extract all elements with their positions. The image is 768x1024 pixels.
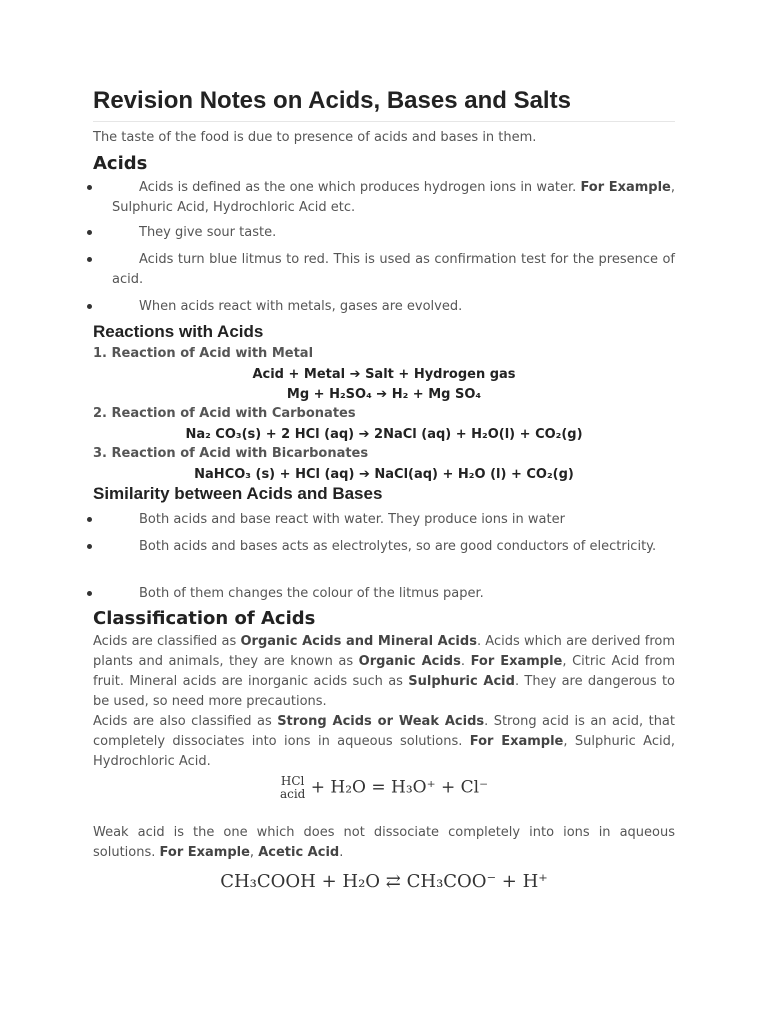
weak-acid-paragraph: [93, 823, 675, 863]
classification-heading: Classification of Acids: [93, 608, 316, 629]
list-item: [87, 510, 675, 530]
bold-text: For Example: [580, 180, 671, 195]
reaction-1-example: Mg + H₂SO₄ ➔ H₂ + Mg SO₄: [286, 387, 482, 402]
list-item-text: They give sour taste.: [139, 225, 277, 240]
bullet-icon: [87, 230, 92, 235]
list-item-text: Acids is defined as the one which produces hydrogen ions in water.: [139, 180, 581, 195]
reactions-heading: Reactions with Acids: [93, 322, 264, 341]
list-item: [87, 250, 675, 290]
bullet-icon: [87, 257, 92, 262]
bold-text: Organic Acids and Mineral Acids: [240, 634, 477, 649]
bold-text: For Example: [469, 734, 564, 749]
page-title: Revision Notes on Acids, Bases and Salts: [93, 87, 571, 114]
paragraph-text: , Sulphuric Acid, Hydrochloric Acid.: [93, 734, 675, 769]
paragraph-text: . Acids which are derived from plants and animals, they are known as: [93, 634, 675, 669]
bold-text: Organic Acids: [358, 654, 461, 669]
paragraph-text: .: [460, 654, 471, 669]
bullet-icon: [87, 185, 92, 190]
classification-paragraph: [93, 632, 675, 712]
list-item: [87, 178, 675, 218]
list-item: [87, 297, 675, 317]
list-item-text: Both of them changes the colour of the litmus paper.: [139, 586, 484, 601]
bold-text: Acetic Acid: [258, 845, 340, 860]
hcl-dissociation-equation: [93, 775, 675, 801]
list-item-text: , Sulphuric Acid, Hydrochloric Acid etc.: [112, 180, 675, 215]
list-item-text: Both acids and base react with water. They produce ions in water: [139, 512, 565, 527]
bold-text: For Example: [470, 654, 563, 669]
reaction-3-title: 3. Reaction of Acid with Bicarbonates: [93, 446, 369, 461]
list-item: [87, 537, 675, 557]
list-item: [87, 584, 675, 604]
intro-paragraph: The taste of the food is due to presence of acids and bases in them.: [93, 130, 537, 145]
bold-text: Sulphuric Acid: [408, 674, 515, 689]
reaction-1-title: 1. Reaction of Acid with Metal: [93, 346, 314, 361]
list-item-text: When acids react with metals, gases are evolved.: [139, 299, 463, 314]
equation-text: acid: [279, 787, 306, 801]
paragraph-text: ,: [249, 845, 259, 860]
equation-fraction: [280, 775, 305, 801]
list-item: [87, 223, 675, 243]
bullet-icon: [87, 517, 92, 522]
bullet-icon: [87, 544, 92, 549]
equation-text: + H₂O = H₃O⁺ + Cl⁻: [310, 777, 489, 798]
acetic-acid-equation: CH₃COOH + H₂O ⇄ CH₃COO⁻ + H⁺: [220, 871, 548, 892]
paragraph-text: .: [339, 845, 344, 860]
acids-heading: Acids: [93, 153, 148, 174]
paragraph-text: Acids are also classified as: [93, 714, 278, 729]
paragraph-text: , Citric Acid from fruit. Mineral acids are inorganic acids such as: [93, 654, 676, 689]
bold-text: Strong Acids or Weak Acids: [277, 714, 485, 729]
paragraph-text: . They are dangerous to be used, so need more precautions.: [93, 674, 675, 709]
bullet-icon: [87, 591, 92, 596]
paragraph-text: Acids are classified as: [93, 634, 241, 649]
reaction-1-equation: Acid + Metal ➔ Salt + Hydrogen gas: [252, 367, 516, 382]
title-divider: [93, 121, 675, 122]
paragraph-text: Weak acid is the one which does not dissociate completely into ions in aqueous solutions.: [93, 825, 675, 860]
bullet-icon: [87, 304, 92, 309]
strong-acid-paragraph: [93, 712, 675, 772]
equation-text: HCl: [280, 774, 305, 788]
paragraph-text: . Strong acid is an acid, that completely dissociates into ions in aqueous solutions.: [93, 714, 675, 749]
similarity-heading: Similarity between Acids and Bases: [93, 484, 383, 503]
reaction-2-title: 2. Reaction of Acid with Carbonates: [93, 406, 356, 421]
bold-text: For Example: [159, 845, 250, 860]
reaction-2-equation: Na₂ CO₃(s) + 2 HCl (aq) ➔ 2NaCl (aq) + H₂O(l) + CO₂(g): [185, 427, 583, 442]
reaction-3-equation: NaHCO₃ (s) + HCl (aq) ➔ NaCl(aq) + H₂O (l) + CO₂(g): [194, 467, 574, 482]
list-item-text: Acids turn blue litmus to red. This is used as confirmation test for the presence of acid.: [112, 252, 675, 287]
list-item-text: Both acids and bases acts as electrolytes, so are good conductors of electricity.: [139, 539, 657, 554]
